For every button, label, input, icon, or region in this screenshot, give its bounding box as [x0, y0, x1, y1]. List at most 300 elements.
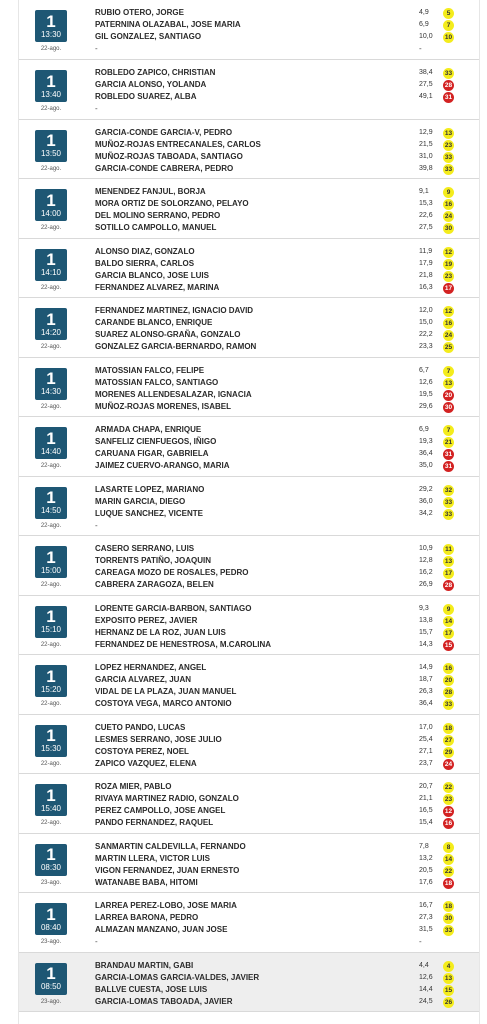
player-list — [95, 186, 465, 234]
player-name: PANDO FERNANDEZ, RAQUEL — [95, 818, 214, 827]
player-row[interactable] — [95, 972, 465, 984]
player-row[interactable] — [95, 698, 465, 710]
playing-handicap-badge: 7 — [443, 425, 454, 436]
player-row[interactable] — [95, 508, 465, 520]
player-row[interactable] — [95, 817, 465, 829]
player-row[interactable] — [95, 436, 465, 448]
player-name: LOPEZ HERNANDEZ, ANGEL — [95, 663, 207, 672]
player-name: FERNANDEZ DE HENESTROSA, M.CAROLINA — [95, 639, 272, 649]
tee-time: 15:20 — [40, 684, 62, 694]
hole-number: 1 — [46, 369, 56, 388]
player-row[interactable] — [95, 151, 465, 163]
tee-badge — [35, 10, 67, 42]
tee-time: 13:40 — [40, 89, 62, 99]
player-row[interactable] — [95, 805, 465, 817]
player-handicap: 13,8 — [419, 616, 433, 624]
playing-handicap-badge: 26 — [444, 998, 453, 1006]
player-handicap: 17,9 — [419, 259, 433, 267]
player-row[interactable] — [95, 865, 465, 877]
player-handicap: 16,2 — [419, 569, 433, 576]
player-name: MORA ORTIZ DE SOLORZANO, PELAYO — [95, 199, 249, 208]
player-handicap: 15,0 — [419, 319, 433, 326]
player-name: VIDAL DE LA PLAZA, JUAN MANUEL — [95, 687, 237, 696]
playing-handicap-badge: 33 — [444, 510, 453, 518]
playing-handicap-badge: 33 — [444, 701, 453, 708]
hole-number: 1 — [46, 11, 56, 31]
player-row[interactable] — [95, 163, 465, 175]
player-name: MARIN GARCIA, DIEGO — [95, 496, 186, 506]
player-handicap: 12,6 — [419, 378, 433, 386]
tee-time: 14:10 — [40, 268, 62, 277]
player-list — [95, 484, 465, 532]
player-name: CAREAGA MOZO DE ROSALES, PEDRO — [95, 568, 249, 577]
player-name: HERNANZ DE LA ROZ, JUAN LUIS — [95, 627, 226, 637]
tee-badge — [35, 427, 67, 459]
player-name: COSTOYA VEGA, MARCO ANTONIO — [95, 699, 232, 708]
player-handicap: 27,5 — [419, 224, 433, 231]
empty-slot-name: - — [95, 104, 98, 113]
player-name: MARTIN LLERA, VICTOR LUIS — [95, 853, 210, 863]
player-handicap: 22,6 — [419, 212, 433, 219]
playing-handicap-badge: 24 — [444, 213, 453, 220]
playing-handicap-badge: 18 — [444, 724, 453, 732]
player-row[interactable] — [95, 579, 465, 591]
player-name: MUÑOZ-ROJAS TABOADA, SANTIAGO — [95, 151, 243, 161]
player-row[interactable] — [95, 19, 465, 31]
playing-handicap-badge: 33 — [444, 498, 453, 506]
tee-badge — [35, 546, 67, 578]
tee-time-group[interactable] — [19, 953, 479, 1013]
empty-slot — [95, 520, 465, 532]
player-handicap: 7,8 — [419, 842, 429, 850]
player-list — [95, 7, 465, 55]
tee-time-group[interactable] — [19, 893, 479, 953]
playing-handicap-badge: 23 — [444, 141, 453, 149]
hole-number: 1 — [46, 309, 56, 329]
tee-time-info — [33, 903, 69, 945]
player-row[interactable] — [95, 222, 465, 234]
player-name: SANFELIZ CIENFUEGOS, IÑIGO — [95, 437, 217, 446]
player-name: SUAREZ ALONSO-GRAÑA, GONZALO — [95, 330, 241, 339]
tee-date: 22-ago. — [40, 463, 62, 469]
player-name: GARCIA ALONSO, YOLANDA — [95, 80, 207, 89]
player-handicap: 10,0 — [419, 33, 433, 40]
playing-handicap-badge: 12 — [444, 308, 453, 315]
player-handicap: 15,7 — [419, 628, 433, 636]
playing-handicap-badge: 27 — [444, 736, 453, 744]
playing-handicap-badge: 33 — [444, 927, 453, 934]
player-name: GARCIA-LOMAS TABOADA, JAVIER — [95, 996, 233, 1006]
tee-date: 23-ago. — [40, 879, 62, 886]
player-handicap: 16,3 — [419, 283, 433, 291]
tee-time: 14:40 — [40, 446, 62, 456]
player-name: MATOSSIAN FALCO, SANTIAGO — [95, 377, 219, 387]
player-row[interactable] — [95, 484, 465, 496]
playing-handicap-badge: 15 — [444, 641, 453, 649]
player-list — [95, 127, 465, 175]
player-list — [95, 305, 465, 353]
player-row[interactable] — [95, 448, 465, 460]
player-name: ROBLEDO ZAPICO, CHRISTIAN — [95, 68, 216, 77]
tee-time: 15:30 — [40, 744, 62, 753]
player-row[interactable] — [95, 341, 465, 353]
player-handicap: 18,7 — [419, 676, 433, 683]
tee-time: 14:50 — [40, 506, 62, 515]
player-handicap: 12,8 — [419, 557, 433, 564]
player-row[interactable] — [95, 734, 465, 746]
playing-handicap-badge: 10 — [444, 34, 453, 41]
player-row[interactable] — [95, 282, 465, 294]
empty-slot — [95, 936, 465, 948]
tee-time: 08:50 — [40, 982, 62, 991]
playing-handicap-badge: 13 — [444, 558, 453, 565]
playing-handicap-badge: 31 — [444, 463, 453, 470]
tee-time-group[interactable] — [19, 655, 479, 715]
player-handicap: 20,7 — [419, 783, 433, 790]
tee-badge — [35, 308, 67, 340]
tee-date: 23-ago. — [40, 998, 62, 1005]
player-handicap: 27,5 — [419, 81, 433, 88]
hole-number: 1 — [46, 785, 56, 805]
playing-handicap-badge: 14 — [444, 617, 453, 625]
tee-time-info — [33, 130, 69, 172]
tee-time-info — [33, 963, 69, 1005]
empty-slot-name: - — [95, 520, 98, 530]
playing-handicap-badge: 15 — [444, 986, 453, 994]
player-row[interactable] — [95, 460, 465, 472]
player-handicap: 49,1 — [419, 93, 433, 100]
player-list — [95, 603, 465, 651]
playing-handicap-badge: 30 — [444, 915, 453, 922]
player-row[interactable] — [95, 793, 465, 805]
player-list — [95, 841, 465, 889]
player-row[interactable] — [95, 543, 465, 555]
playing-handicap-badge: 16 — [444, 665, 453, 672]
player-handicap: 21,5 — [419, 140, 433, 148]
empty-slot-name: - — [95, 44, 98, 53]
playing-handicap-badge: 28 — [444, 582, 453, 589]
playing-handicap-badge: 19 — [444, 260, 453, 268]
player-handicap: 27,1 — [419, 747, 433, 755]
playing-handicap-badge: 33 — [444, 165, 453, 173]
player-row[interactable] — [95, 270, 465, 282]
player-row[interactable] — [95, 877, 465, 889]
player-name: LORENTE GARCIA-BARBON, SANTIAGO — [95, 603, 252, 613]
player-row[interactable] — [95, 186, 465, 198]
player-row[interactable] — [95, 139, 465, 151]
player-list — [95, 662, 465, 710]
playing-handicap-badge: 16 — [444, 201, 453, 208]
player-row[interactable] — [95, 639, 465, 651]
player-row[interactable] — [95, 258, 465, 270]
tee-time-info — [33, 844, 69, 886]
playing-handicap-badge: 18 — [444, 879, 453, 887]
player-name: CABRERA ZARAGOZA, BELEN — [95, 580, 214, 589]
tee-time-group[interactable] — [19, 834, 479, 894]
hole-number: 1 — [46, 488, 56, 507]
player-row[interactable] — [95, 674, 465, 686]
tee-time: 13:50 — [40, 149, 62, 158]
player-row[interactable] — [95, 781, 465, 793]
tee-time-group[interactable] — [19, 0, 479, 60]
player-row[interactable] — [95, 198, 465, 210]
player-name: GONZALEZ GARCIA-BERNARDO, RAMON — [95, 342, 257, 351]
player-handicap: 19,3 — [419, 438, 433, 445]
player-row[interactable] — [95, 424, 465, 436]
player-handicap: 4,9 — [419, 9, 429, 16]
player-handicap: 10,9 — [419, 545, 433, 552]
player-row[interactable] — [95, 305, 465, 317]
player-row[interactable] — [95, 31, 465, 43]
tee-time: 14:00 — [40, 208, 62, 218]
tee-badge — [35, 70, 67, 102]
player-name: LUQUE SANCHEZ, VICENTE — [95, 508, 204, 518]
playing-handicap-badge: 21 — [444, 439, 453, 446]
playing-handicap-badge: 24 — [444, 760, 453, 768]
tee-date: 22-ago. — [40, 46, 62, 52]
playing-handicap-badge: 17 — [444, 629, 453, 637]
player-handicap: 22,2 — [419, 331, 433, 338]
player-handicap: 27,3 — [419, 914, 433, 921]
empty-slot-handicap: - — [419, 44, 422, 53]
tee-time-info — [33, 546, 69, 588]
player-row[interactable] — [95, 377, 465, 389]
playing-handicap-badge: 13 — [444, 379, 453, 387]
tee-time-info — [33, 249, 69, 291]
player-row[interactable] — [95, 960, 465, 972]
playing-handicap-badge: 28 — [444, 689, 453, 696]
hole-number: 1 — [46, 964, 56, 983]
playing-handicap-badge: 33 — [444, 70, 453, 77]
tee-time-info — [33, 784, 69, 826]
tee-time-group[interactable] — [19, 596, 479, 656]
tee-time-group[interactable] — [19, 179, 479, 239]
player-row[interactable] — [95, 900, 465, 912]
player-handicap: 39,8 — [419, 164, 433, 172]
player-handicap: 13,2 — [419, 854, 433, 862]
tee-time-group[interactable] — [19, 239, 479, 299]
player-name: BRANDAU MARTIN, GABI — [95, 960, 194, 970]
player-handicap: 29,2 — [419, 485, 433, 493]
player-row[interactable] — [95, 389, 465, 401]
tee-time-group[interactable] — [19, 536, 479, 596]
tee-badge — [35, 249, 67, 281]
player-row[interactable] — [95, 841, 465, 853]
player-handicap: 38,4 — [419, 69, 433, 76]
tee-time-info — [33, 427, 69, 469]
player-handicap: 36,0 — [419, 497, 433, 505]
player-name: CARANDE BLANCO, ENRIQUE — [95, 318, 213, 327]
player-row[interactable] — [95, 210, 465, 222]
player-row[interactable] — [95, 686, 465, 698]
tee-time-group[interactable] — [19, 358, 479, 418]
tee-time-info — [33, 665, 69, 707]
player-name: SANMARTIN CALDEVILLA, FERNANDO — [95, 841, 246, 851]
hole-number: 1 — [46, 904, 56, 924]
player-handicap: 23,3 — [419, 343, 433, 350]
player-list — [95, 781, 465, 829]
playing-handicap-badge: 32 — [444, 486, 453, 494]
tee-time-group[interactable] — [19, 417, 479, 477]
player-name: GARCIA-CONDE GARCIA-V, PEDRO — [95, 127, 233, 137]
tee-time-group[interactable] — [19, 60, 479, 120]
player-name: WATANABE BABA, HITOMI — [95, 877, 198, 887]
playing-handicap-badge: 13 — [444, 974, 453, 982]
playing-handicap-badge: 31 — [444, 451, 453, 458]
playing-handicap-badge: 33 — [444, 153, 453, 161]
player-handicap: 35,0 — [419, 462, 433, 469]
playing-handicap-badge: 7 — [443, 20, 454, 31]
tee-date: 22-ago. — [40, 641, 62, 648]
player-row[interactable] — [95, 722, 465, 734]
empty-slot — [95, 43, 465, 55]
tee-date: 23-ago. — [40, 939, 62, 945]
playing-handicap-badge: 20 — [444, 391, 453, 399]
player-handicap: 29,6 — [419, 402, 433, 410]
player-row[interactable] — [95, 7, 465, 19]
player-name: MATOSSIAN FALCO, FELIPE — [95, 365, 205, 375]
player-row[interactable] — [95, 567, 465, 579]
playing-handicap-badge: 8 — [443, 842, 454, 853]
player-row[interactable] — [95, 365, 465, 377]
player-list — [95, 424, 465, 472]
player-handicap: 26,9 — [419, 581, 433, 588]
player-handicap: 11,9 — [419, 247, 433, 255]
playing-handicap-badge: 29 — [444, 748, 453, 756]
hole-number: 1 — [46, 726, 56, 745]
hole-number: 1 — [46, 428, 56, 448]
tee-time-info — [33, 368, 69, 410]
player-handicap: 6,9 — [419, 426, 429, 433]
tee-badge — [35, 487, 67, 519]
player-row[interactable] — [95, 984, 465, 996]
playing-handicap-badge: 12 — [444, 248, 453, 256]
player-name: RIVAYA MARTINEZ RADIO, GONZALO — [95, 794, 239, 803]
player-row[interactable] — [95, 746, 465, 758]
player-row[interactable] — [95, 317, 465, 329]
playing-handicap-badge: 23 — [444, 272, 453, 280]
player-row[interactable] — [95, 401, 465, 413]
player-list — [95, 543, 465, 591]
player-row[interactable] — [95, 555, 465, 567]
player-handicap: 31,0 — [419, 152, 433, 160]
tee-date: 22-ago. — [40, 344, 62, 350]
player-name: ROZA MIER, PABLO — [95, 782, 172, 791]
playing-handicap-badge: 7 — [443, 366, 454, 377]
player-row[interactable] — [95, 91, 465, 103]
playing-handicap-badge: 9 — [443, 604, 454, 615]
tee-time-list — [18, 0, 480, 1024]
player-name: LARREA BARONA, PEDRO — [95, 913, 199, 922]
tee-time: 15:10 — [40, 625, 62, 634]
tee-date: 22-ago. — [40, 582, 62, 588]
hole-number: 1 — [46, 547, 56, 567]
playing-handicap-badge: 23 — [444, 796, 453, 803]
hole-number: 1 — [46, 190, 56, 210]
tee-time-info — [33, 487, 69, 529]
tee-time-group[interactable] — [19, 774, 479, 834]
tee-time-group[interactable] — [19, 715, 479, 775]
player-handicap: 23,7 — [419, 759, 433, 767]
playing-handicap-badge: 22 — [444, 784, 453, 791]
player-handicap: 36,4 — [419, 700, 433, 707]
playing-handicap-badge: 31 — [444, 94, 453, 101]
tee-date: 22-ago. — [40, 701, 62, 707]
player-handicap: 14,9 — [419, 664, 433, 671]
playing-handicap-badge: 30 — [444, 225, 453, 232]
player-handicap: 24,5 — [419, 997, 433, 1005]
player-handicap: 6,9 — [419, 21, 429, 28]
tee-time-group[interactable] — [19, 477, 479, 537]
player-handicap: 26,3 — [419, 688, 433, 695]
player-name: VIGON FERNANDEZ, JUAN ERNESTO — [95, 865, 240, 875]
hole-number: 1 — [46, 666, 56, 686]
player-name: MUÑOZ-ROJAS ENTRECANALES, CARLOS — [95, 139, 261, 149]
empty-slot — [95, 103, 465, 115]
player-name: CASERO SERRANO, LUIS — [95, 544, 195, 553]
player-row[interactable] — [95, 329, 465, 341]
playing-handicap-badge: 5 — [443, 8, 454, 19]
player-handicap: 31,5 — [419, 926, 433, 933]
playing-handicap-badge: 24 — [444, 332, 453, 339]
player-row[interactable] — [95, 996, 465, 1008]
player-row[interactable] — [95, 924, 465, 936]
player-list — [95, 960, 465, 1008]
tee-time: 08:30 — [40, 863, 62, 872]
player-row[interactable] — [95, 603, 465, 615]
player-name: GARCIA BLANCO, JOSE LUIS — [95, 270, 209, 280]
player-row[interactable] — [95, 912, 465, 924]
tee-time-group[interactable] — [19, 120, 479, 180]
playing-handicap-badge: 16 — [444, 820, 453, 827]
player-list — [95, 246, 465, 294]
player-name: DEL MOLINO SERRANO, PEDRO — [95, 211, 221, 220]
player-row[interactable] — [95, 127, 465, 139]
player-row[interactable] — [95, 615, 465, 627]
player-name: ARMADA CHAPA, ENRIQUE — [95, 425, 202, 434]
tee-date: 22-ago. — [40, 820, 62, 826]
tee-time-info — [33, 70, 69, 112]
player-row[interactable] — [95, 67, 465, 79]
player-row[interactable] — [95, 246, 465, 258]
player-row[interactable] — [95, 79, 465, 91]
tee-time-group[interactable] — [19, 298, 479, 358]
player-name: PEREZ CAMPOLLO, JOSE ANGEL — [95, 806, 226, 815]
tee-badge — [35, 130, 67, 162]
tee-date: 22-ago. — [40, 225, 62, 231]
player-name: BALLVE CUESTA, JOSE LUIS — [95, 984, 208, 994]
player-handicap: 21,8 — [419, 271, 433, 279]
tee-time-info — [33, 10, 69, 52]
player-row[interactable] — [95, 627, 465, 639]
player-handicap: 4,4 — [419, 961, 429, 969]
player-row[interactable] — [95, 662, 465, 674]
tee-badge — [35, 189, 67, 221]
player-name: JAIMEZ CUERVO-ARANGO, MARIA — [95, 461, 230, 470]
player-row[interactable] — [95, 853, 465, 865]
tee-date: 22-ago. — [40, 165, 62, 172]
player-list — [95, 900, 465, 948]
tee-time-info — [33, 725, 69, 767]
player-row[interactable] — [95, 758, 465, 770]
player-row[interactable] — [95, 496, 465, 508]
playing-handicap-badge: 9 — [443, 187, 454, 198]
player-name: EXPOSITO PEREZ, JAVIER — [95, 615, 198, 625]
player-handicap: 19,5 — [419, 390, 433, 398]
player-name: LASARTE LOPEZ, MARIANO — [95, 484, 205, 494]
playing-handicap-badge: 20 — [444, 677, 453, 684]
player-handicap: 17,0 — [419, 723, 433, 731]
